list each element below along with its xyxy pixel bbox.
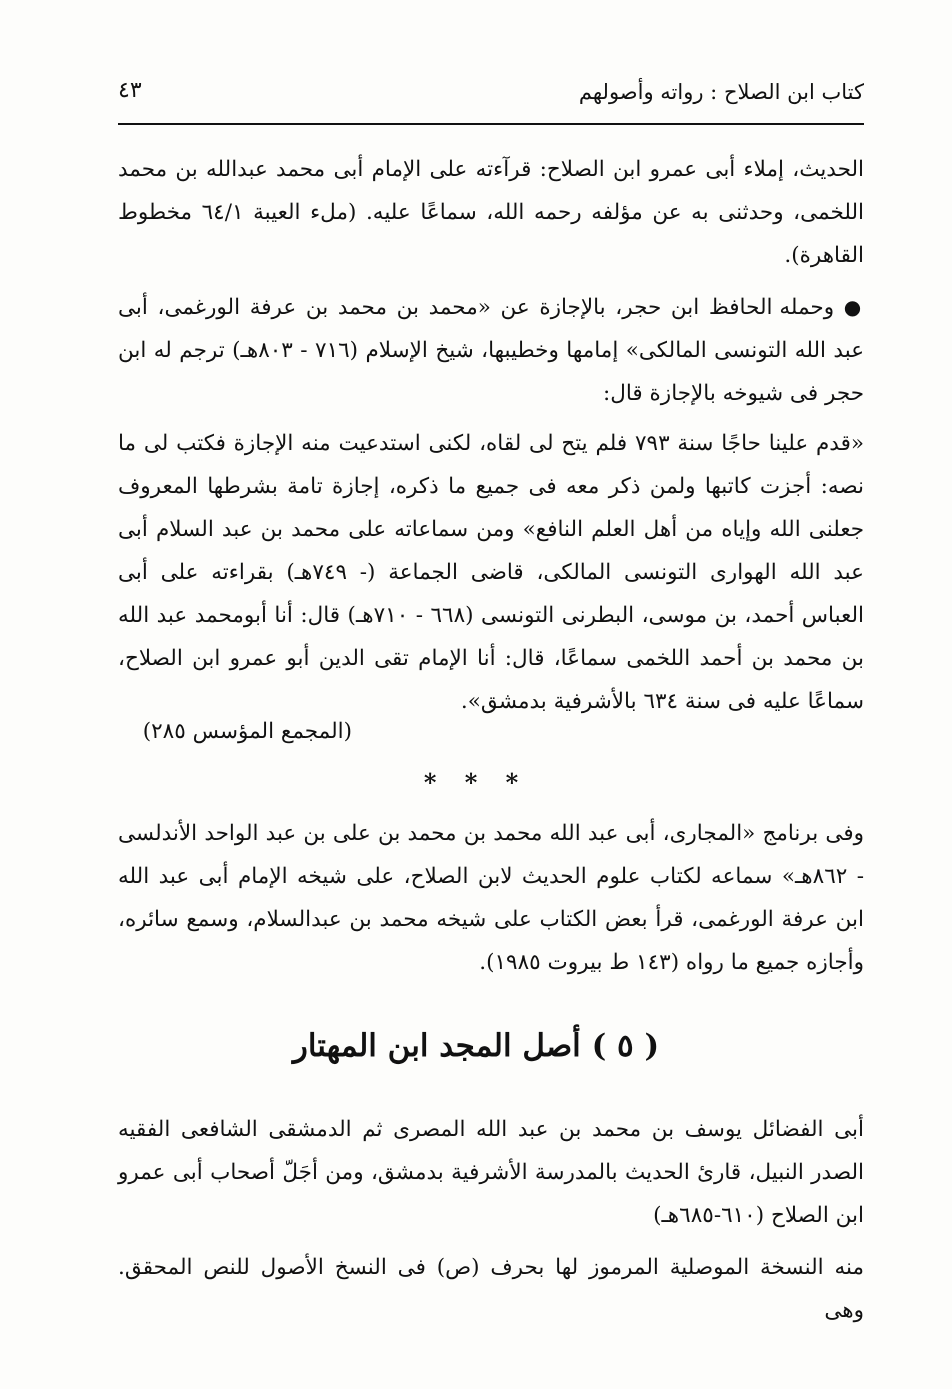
citation: (المجمع المؤسس ٢٨٥) (142, 719, 352, 744)
paragraph-3-quote: «قدم علينا حاجًا سنة ٧٩٣ فلم يتح لى لقاه، لكنى استدعيت منه الإجازة فكتب لى ما نصه: أجزت كاتبها ولمن ذكر معه فى جميع ما ذكره، إجازة تامة بشرطها المعروف جعلنى الله وإياه من أهل العلم النافع» ومن سماعاته على محمد بن عبد السلام أبى عبد الله الهوارى التونسى المالكى، قاضى الجماعة (- ٧٤٩هـ) بقراءته على أبى العباس أحمد، بن موسى، البطرنى التونسى (٦٦٨ - ٧١٠هـ) قال: أنا أبومحمد عبد الله بن محمد بن أحمد اللخمى سماعًا، قال: أنا الإمام تقى الدين أبو عمرو ابن الصلاح، سماعًا عليه فى سنة ٦٣٤ بالأشرفية بدمشق». (118, 431, 864, 714)
page-number: ٤٣ (118, 78, 142, 103)
header-rule (118, 123, 864, 125)
paragraph-1: الحديث، إملاء أبى عمرو ابن الصلاح: قرآءته على الإمام أبى محمد عبدالله بن محمد اللخمى، وحدثنى به عن مؤلفه رحمه الله، سماعًا عليه. (ملء العيبة ٦٤/١ مخطوط القاهرة). (118, 157, 864, 268)
paragraph-5: أبى الفضائل يوسف بن محمد بن عبد الله المصرى ثم الدمشقى الشافعى الفقيه الصدر النبيل، قارئ الحديث بالمدرسة الأشرفية بدمشق، ومن أجَلّ أصحاب أبى عمرو ابن الصلاح (٦١٠-٦٨٥هـ) (118, 1117, 864, 1228)
paragraph-6: منه النسخة الموصلية المرموز لها بحرف (ص) فى النسخ الأصول للنص المحقق. وهى (118, 1255, 864, 1323)
bullet-icon: ● (843, 295, 864, 319)
paragraph-2-text: وحمله الحافظ ابن حجر، بالإجازة عن «محمد بن محمد بن عرفة الورغمى، أبى عبد الله التونسى المالكى» إمامها وخطيبها، شيخ الإسلام (٧١٦ - ٨٠٣هـ) ترجم له ابن حجر فى شيوخه بالإجازة قال: (118, 295, 865, 406)
section-divider-stars: * * * (423, 768, 529, 797)
paragraph-4: وفى برنامج «المجارى، أبى عبد الله محمد بن محمد بن على بن عبد الواحد الأندلسى - ٨٦٢هـ» سماعه لكتاب علوم الحديث لابن الصلاح، على شيخه الإمام أبى عبد الله ابن عرفة الورغمى، قرأ بعض الكتاب على شيخه محمد بن عبدالسلام، وسمع سائره، وأجازه جميع ما رواه (١٤٣ ط بيروت ١٩٨٥). (118, 821, 864, 975)
running-header (118, 78, 864, 112)
paragraph-2 (118, 286, 864, 415)
section-heading: ( ٥ ) أصل المجد ابن المهتار (292, 1028, 660, 1064)
running-title: كتاب ابن الصلاح : رواته وأصولهم (578, 80, 864, 104)
